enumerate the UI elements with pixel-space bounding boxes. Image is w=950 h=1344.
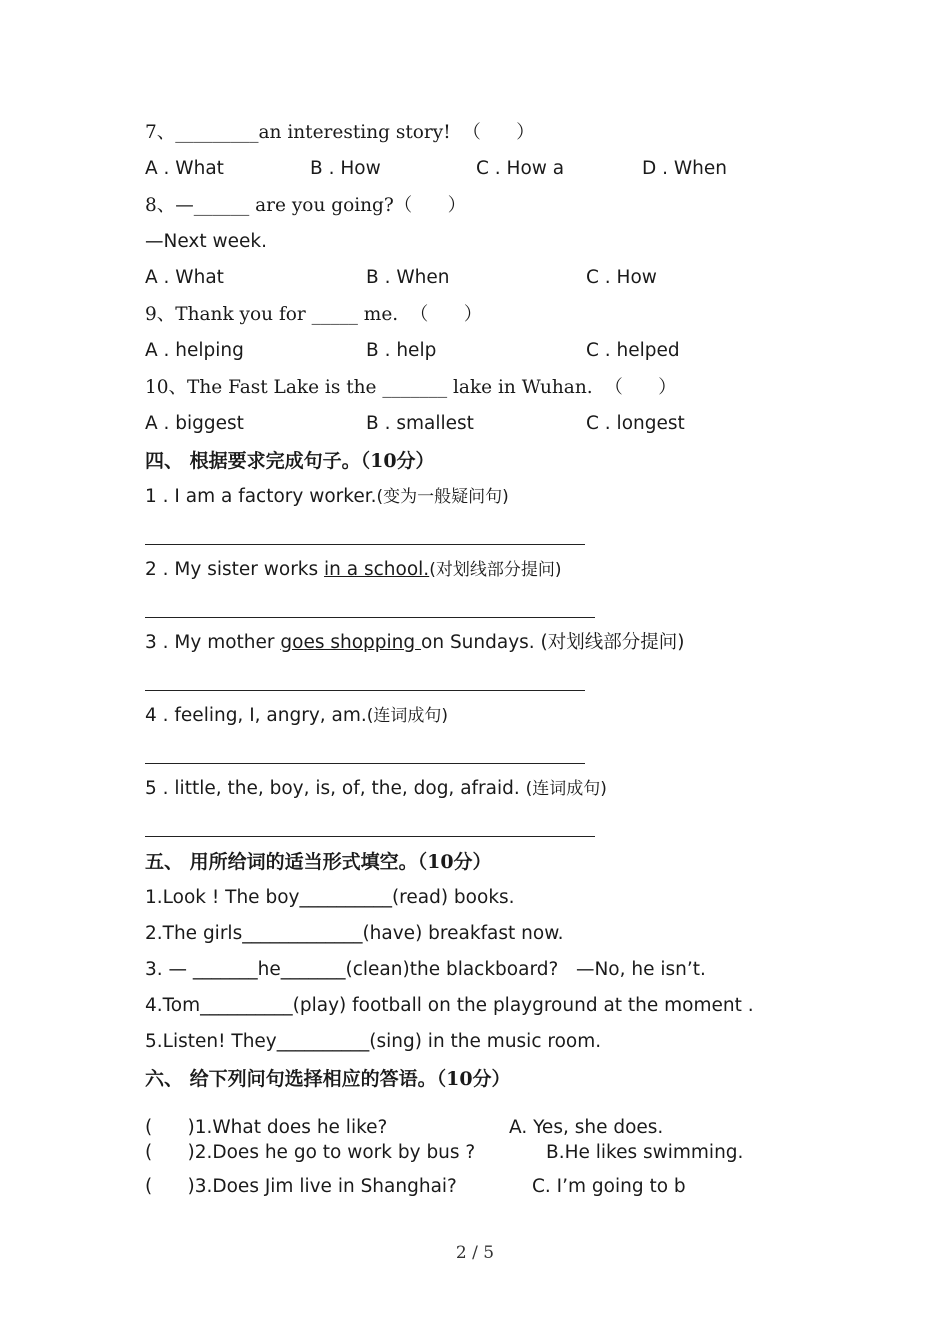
s4-item-1: 1 . I am a factory worker.(变为一般疑问句) [145,486,509,507]
q8-option-b: B . When [366,267,450,288]
q8-stem: 8、—______ are you going?（ ） [145,195,467,216]
s4-item-4: 4 . feeling, I, angry, am.(连词成句) [145,705,449,726]
q7-option-d: D . When [642,158,728,179]
q9-stem: 9、Thank you for _____ me. （ ） [145,304,483,325]
q7-option-a: A . What [145,158,224,179]
s6-question-1: ( )1.What does he like? [145,1117,388,1138]
s6-answer-b: B.He likes swimming. [546,1142,744,1163]
s5-item-1: 1.Look ! The boy__________(read) books. [145,887,515,908]
q9-option-a: A . helping [145,340,244,361]
section5-title: 五、 用所给词的适当形式填空。（10分） [145,851,492,873]
q9-option-b: B . help [366,340,437,361]
s4-item-5: 5 . little, the, boy, is, of, the, dog, afraid. (连词成句) [145,778,607,799]
q7-stem: 7、_________an interesting story! （ ） [145,122,535,143]
q10-stem: 10、The Fast Lake is the _______ lake in Wuhan. （ ） [145,377,677,398]
s5-item-3: 3. — _______he_______(clean)the blackboard? —No, he isn’t. [145,959,706,980]
page-number: 2 / 5 [455,1243,495,1263]
section4-title: 四、 根据要求完成句子。（10分） [145,450,435,472]
q9-option-c: C . helped [586,340,680,361]
s4-item-2: 2 . My sister works in a school.(对划线部分提问) [145,559,562,580]
q10-option-a: A . biggest [145,413,244,434]
s5-item-5: 5.Listen! They__________(sing) in the music room. [145,1031,602,1052]
q8-answer-line: —Next week. [145,231,267,252]
s6-answer-c: C. I’m going to b [532,1176,686,1197]
s5-item-4: 4.Tom__________(play) football on the playground at the moment . [145,995,754,1016]
s4-item-3: 3 . My mother goes shopping on Sundays. (对划线部分提问) [145,632,685,653]
q8-option-a: A . What [145,267,224,288]
s6-question-3: ( )3.Does Jim live in Shanghai? [145,1176,457,1197]
s6-answer-a: A. Yes, she does. [509,1117,664,1138]
q7-option-b: B . How [310,158,381,179]
s4-answer-line-5[interactable] [145,836,595,837]
s6-question-2: ( )2.Does he go to work by bus ? [145,1142,476,1163]
s4-answer-line-2[interactable] [145,617,595,618]
s4-answer-line-4[interactable] [145,763,585,764]
q10-option-c: C . longest [586,413,685,434]
q10-option-b: B . smallest [366,413,474,434]
s4-answer-line-1[interactable] [145,544,585,545]
s4-answer-line-3[interactable] [145,690,585,691]
q7-option-c: C . How a [476,158,565,179]
s5-item-2: 2.The girls_____________(have) breakfast now. [145,923,564,944]
section6-title: 六、 给下列问句选择相应的答语。（10分） [145,1068,511,1090]
q8-option-c: C . How [586,267,657,288]
